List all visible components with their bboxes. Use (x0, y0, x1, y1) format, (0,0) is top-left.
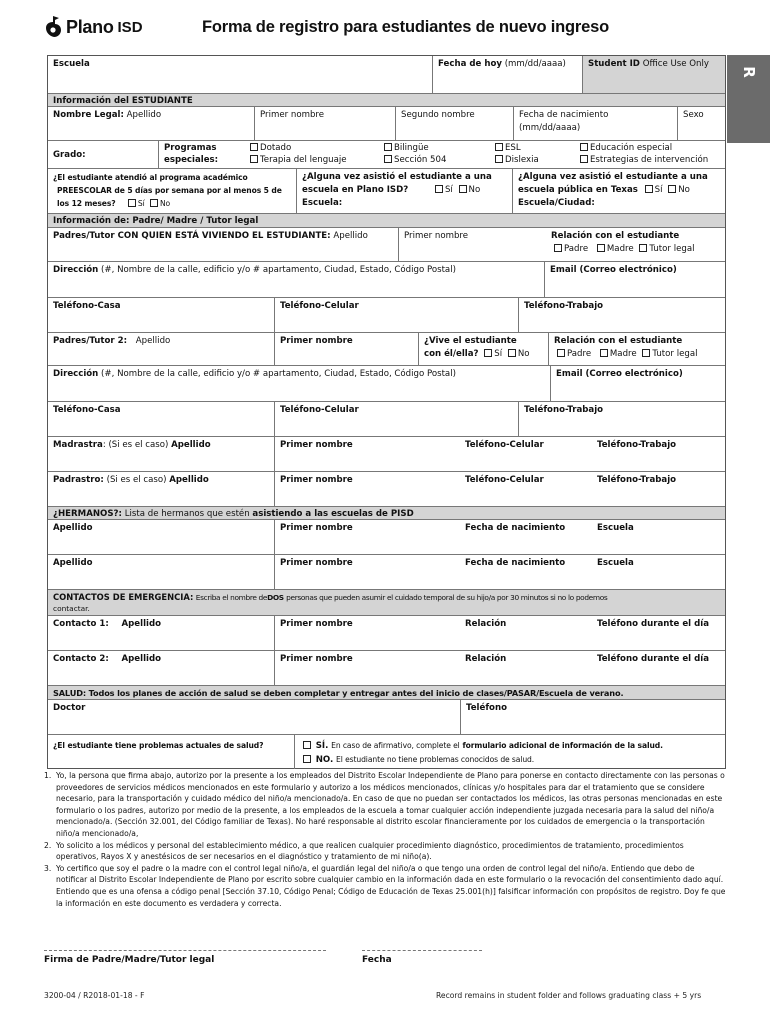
prog-dislexia[interactable] (492, 154, 539, 166)
parent1-direccion-field[interactable] (48, 262, 544, 297)
padrastro-tel-celular-field[interactable] (460, 472, 592, 506)
grado-programas-row (48, 141, 725, 169)
emergency-section-title (48, 590, 725, 615)
dotado-label: Dotado (260, 143, 292, 153)
parent1-email-field[interactable] (544, 262, 725, 297)
sibling2-fecha-nac-field[interactable] (460, 555, 592, 589)
parent2-padre-label: Padre (567, 349, 592, 359)
grado-label: Grado: (53, 150, 86, 160)
parent2-relacion-field (548, 333, 725, 365)
q-plano-line1: ¿Alguna vez asistió el estudiante a una (302, 172, 492, 182)
pre-no-label: No (159, 199, 171, 208)
parent2-apellido-field[interactable] (48, 333, 274, 365)
plano-isd-field (296, 169, 512, 213)
madrastra-tel-celular-label: Teléfono-Celular (465, 440, 544, 450)
programas-label: Programas (164, 143, 217, 153)
date-line[interactable] (362, 950, 482, 951)
contact2-primer-nombre-field[interactable] (274, 651, 460, 685)
emergency-title-c: personas que pueden asumir el cuidado temporal de su hijo/a por 30 minutos si no lo podemos (286, 593, 608, 602)
pre-si-checkbox[interactable] (128, 199, 136, 207)
health-no-checkbox[interactable] (303, 755, 311, 763)
terapia-label: Terapia del lenguaje (260, 155, 347, 165)
contact2-apellido-field[interactable] (48, 651, 274, 685)
seccion-504-label: Sección 504 (394, 155, 447, 165)
parent1-relacion-field (546, 228, 725, 261)
primer-nombre-field[interactable] (254, 107, 395, 140)
estrategias-checkbox[interactable] (580, 155, 588, 163)
registration-form (47, 55, 726, 769)
especiales-label: especiales: (164, 155, 219, 165)
parent2-direccion-label: Dirección (53, 369, 99, 379)
parent1-direccion-hint: (#, Nombre de la calle, edificio y/o # apartamento, Ciudad, Estado, Código Postal) (101, 265, 456, 275)
parent1-relacion-label: Relación con el estudiante (551, 231, 680, 241)
legal-item-1-number: 1. (44, 771, 52, 780)
plano-no-checkbox[interactable] (459, 185, 467, 193)
q-pre-line1: ¿El estudiante atendió al programa académico (53, 173, 248, 182)
siblings-title-a: ¿HERMANOS?: (53, 509, 122, 519)
parent1-phones-row (48, 298, 725, 333)
vive-si-label: Sí (494, 349, 503, 359)
health-section-header (48, 686, 725, 700)
parent1-tel-celular-field[interactable] (274, 298, 518, 332)
parent2-email-label: Email (Correo electrónico) (556, 369, 683, 379)
emergency-title-a: CONTACTOS DE EMERGENCIA: (53, 592, 194, 602)
sibling2-escuela-field[interactable] (592, 555, 725, 589)
legal-statements (44, 770, 728, 909)
contact2-relacion-label: Relación (465, 654, 507, 664)
parent1-tel-casa-label: Teléfono-Casa (53, 301, 121, 311)
educ-especial-label: Educación especial (590, 143, 673, 153)
parent1-apellido-label: Apellido (333, 231, 368, 241)
legal-item-3-text: Yo certifico que soy el padre o la madre con el control legal niño/a, el guardián legal del niño/a o que tengo una orden de control legal del niño/a. Entiendo que debo de notificar al Distrito Escolar Independiente de Plano por escrito sobre cualquier cambio en la información dada en este formulario o la revocación del consentimiento dado aquí. Entiendo que es una ofensa a código penal [Sección 37.10, Código Penal; Código de Educación de Texas 25.001(h)] falsificar información con propósitos de registro. Doy fe que la información en este documento es verdadera y correcta. (56, 863, 726, 908)
parent2-relacion-label: Relación con el estudiante (554, 336, 683, 346)
sibling1-fecha-nac-field[interactable] (460, 520, 592, 554)
school-row (48, 56, 725, 94)
parent2-apellido-label: Apellido (135, 336, 171, 346)
grado-field[interactable] (48, 141, 158, 168)
health-no-label: NO. (315, 755, 334, 765)
vive-line1: ¿Vive el estudiante (424, 336, 517, 346)
parent1-tutor-checkbox[interactable] (639, 244, 647, 252)
contact1-label: Contacto 1: (53, 619, 109, 629)
parent1-direccion-label: Dirección (53, 265, 99, 275)
madrastra-tel-trabajo-label: Teléfono-Trabajo (597, 440, 677, 450)
apellido-field[interactable] (48, 107, 254, 140)
doctor-label: Doctor (53, 703, 86, 713)
contact2-primer-nombre-label: Primer nombre (280, 654, 353, 664)
parent2-label: Padres/Tutor 2: (53, 336, 128, 346)
parent1-padre-checkbox[interactable] (554, 244, 562, 252)
prog-terapia[interactable] (247, 154, 347, 166)
parent2-tel-celular-label: Teléfono-Celular (280, 405, 359, 415)
contact2-telefono-field[interactable] (592, 651, 725, 685)
siblings-section-header (48, 507, 725, 520)
apellido-label: Apellido (126, 110, 162, 120)
health-question-label: ¿El estudiante tiene problemas actuales de salud? (53, 741, 264, 750)
parent1-primer-nombre-label: Primer nombre (404, 231, 469, 241)
padrastro-tel-celular-label: Teléfono-Celular (465, 475, 544, 485)
vive-si-checkbox[interactable] (484, 349, 492, 357)
parent-section-title: Información de: Padre/ Madre / Tutor legal (53, 216, 259, 226)
parent1-tel-trabajo-label: Teléfono-Trabajo (524, 301, 604, 311)
q-plano-line2: escuela en Plano ISD? (302, 185, 409, 195)
siblings-title-c: asistiendo a las escuelas de PISD (252, 509, 414, 519)
doctor-telefono-label: Teléfono (466, 703, 507, 713)
signature-label: Firma de Padre/Madre/Tutor legal (44, 955, 215, 965)
parent1-primer-nombre-field[interactable] (398, 228, 546, 261)
segundo-nombre-label: Segundo nombre (401, 110, 475, 120)
side-tab-letter: R (739, 66, 758, 78)
estrategias-label: Estrategias de intervención (590, 155, 709, 165)
q-tx-line1: ¿Alguna vez asistió el estudiante a una (518, 172, 708, 182)
vive-line2: con él/ella? (424, 349, 479, 359)
prog-504[interactable] (381, 154, 446, 166)
tx-escuela-label: Escuela/Ciudad: (518, 198, 595, 208)
fecha-nac-label: Fecha de nacimiento (519, 110, 609, 120)
contact1-telefono-label: Teléfono durante el día (597, 619, 709, 629)
parent2-tel-celular-field[interactable] (274, 402, 518, 436)
health-question-field (48, 735, 294, 769)
student-section-title: Información del ESTUDIANTE (53, 96, 193, 106)
vive-no-label: No (517, 349, 530, 359)
q-pre-line3: los 12 meses? (57, 199, 116, 208)
contact1-apellido-field[interactable] (48, 616, 274, 650)
prog-educ-especial[interactable] (577, 142, 672, 154)
escuela-field[interactable] (48, 56, 432, 93)
parent1-address-row (48, 262, 725, 298)
parent2-address-row (48, 366, 725, 402)
sibling1-primer-nombre-field[interactable] (274, 520, 460, 554)
madrastra-tel-trabajo-field[interactable] (592, 437, 725, 471)
parent1-madre-label: Madre (606, 244, 634, 254)
emergency-title-dos: DOS (267, 593, 284, 602)
parent2-tel-casa-label: Teléfono-Casa (53, 405, 121, 415)
parent2-tel-casa-field[interactable] (48, 402, 274, 436)
contact2-row (48, 651, 725, 686)
health-si-checkbox[interactable] (303, 741, 311, 749)
q-tx-line2: escuela pública en Texas (518, 185, 638, 195)
terapia-checkbox[interactable] (250, 155, 258, 163)
sibling1-apellido-field[interactable] (48, 520, 274, 554)
pre-no-checkbox[interactable] (150, 199, 158, 207)
health-si-label: SÍ. (315, 741, 329, 751)
footer-note: Record remains in student folder and follows graduating class + 5 yrs (436, 991, 702, 1000)
siblings-title-b: Lista de hermanos que estén (124, 509, 250, 519)
fecha-hoy-field[interactable] (432, 56, 582, 93)
contact1-primer-nombre-field[interactable] (274, 616, 460, 650)
tx-si-label: Sí (654, 185, 663, 195)
plano-escuela-label: Escuela: (302, 198, 343, 208)
padrastro-primer-nombre-field[interactable] (274, 472, 460, 506)
date-label: Fecha (362, 955, 392, 965)
sexo-field[interactable] (677, 107, 725, 140)
fecha-nacimiento-field[interactable] (513, 107, 677, 140)
contact1-row (48, 616, 725, 651)
sibling2-apellido-field[interactable] (48, 555, 274, 589)
sibling2-apellido-label: Apellido (53, 558, 93, 568)
sibling2-primer-nombre-label: Primer nombre (280, 558, 353, 568)
fecha-hoy-format: (mm/dd/aaaa) (504, 59, 566, 69)
prog-bilingue[interactable] (381, 142, 429, 154)
sibling1-primer-nombre-label: Primer nombre (280, 523, 353, 533)
prog-estrategias[interactable] (577, 154, 708, 166)
student-id-label: Student ID (588, 59, 640, 69)
tx-no-label: No (678, 185, 690, 195)
sibling-row-1 (48, 520, 725, 555)
madrastra-row (48, 437, 725, 472)
sibling1-escuela-label: Escuela (597, 523, 634, 533)
sibling-row-2 (48, 555, 725, 590)
health-no-text: El estudiante no tiene problemas conocidos de salud. (336, 755, 535, 764)
plano-logo-icon (44, 16, 62, 38)
dotado-checkbox[interactable] (250, 143, 258, 151)
parent1-tel-trabajo-field[interactable] (518, 298, 725, 332)
prog-esl[interactable] (492, 142, 521, 154)
health-question-row (48, 735, 725, 769)
parent2-vive-field (418, 333, 548, 365)
padrastro-si-caso: (Si es el caso) (106, 475, 167, 485)
student-section-header (48, 94, 725, 107)
plano-si-checkbox[interactable] (435, 185, 443, 193)
legal-item-2-text: Yo solicito a los médicos y personal del establecimiento médico, a que realicen cualquier procedimiento diagnóstico, procedimientos de tratamiento, procedimientos operativos, Rayos X y anestésicos de ser necesarios en el diagnóstico y tratamiento de mi niño(a). (56, 840, 684, 862)
parent2-primer-nombre-label: Primer nombre (280, 336, 353, 346)
madrastra-apellido-label: Apellido (171, 440, 211, 450)
contact1-telefono-field[interactable] (592, 616, 725, 650)
contact2-relacion-field[interactable] (460, 651, 592, 685)
parent1-apellido-field[interactable] (48, 228, 398, 261)
madrastra-tel-celular-field[interactable] (460, 437, 592, 471)
health-si-bold: formulario adicional de información de la salud. (462, 741, 663, 750)
parent2-tutor-checkbox[interactable] (642, 349, 650, 357)
plano-no-label: No (468, 185, 481, 195)
sibling1-apellido-label: Apellido (53, 523, 93, 533)
parent2-padre-checkbox[interactable] (557, 349, 565, 357)
health-section-title: SALUD: Todos los planes de acción de salud se deben completar y entregar antes del inicio de clases/PASAR/Escuela de verano. (53, 688, 624, 698)
doctor-row (48, 700, 725, 735)
legal-item-1-text: Yo, la persona que firma abajo, autorizo por la presente a los empleados del Distrito Escolar Independiente de Plano para ponerse en contacto directamente con las personas o proveedores de servicios médicos mencionados en este formulario y autorizo a los médicos mencionados, clínicas y/o hospitales para dar el tratamiento que se considere necesario, para la transportación y cuidado médico del niño/a mencionado/a. En caso de que no puedan ser contactados los médicos, las otras personas mencionadas en este formulario o los padres, autorizo por medio de la presente, a los empleados de la escuela a tomar cualquier acción independiente juzgada necesaria para la salud del niño/a mencionado/a. (Sección 32.001, del Código familiar de Texas). No haré responsable al distrito escolar financieramente por los cuidados de emergencia o la transportación niño/a mencionado/a, (56, 771, 725, 838)
form-header (44, 14, 734, 48)
fecha-hoy-label: Fecha de hoy (438, 59, 502, 69)
programas-field (158, 141, 725, 168)
parent1-tel-casa-field[interactable] (48, 298, 274, 332)
contact2-label: Contacto 2: (53, 654, 109, 664)
contact1-relacion-field[interactable] (460, 616, 592, 650)
prog-dotado[interactable] (247, 142, 291, 154)
dislexia-checkbox[interactable] (495, 155, 503, 163)
parent1-tel-celular-label: Teléfono-Celular (280, 301, 359, 311)
parent1-tutor-label: Tutor legal (649, 244, 695, 254)
padrastro-apellido-label: Apellido (169, 475, 209, 485)
madrastra-primer-nombre-field[interactable] (274, 437, 460, 471)
parent1-email-label: Email (Correo electrónico) (550, 265, 677, 275)
page-title: Forma de registro para estudiantes de nuevo ingreso (202, 18, 609, 36)
contact1-apellido-label: Apellido (121, 619, 162, 629)
madrastra-label: Madrastra (53, 440, 103, 450)
sibling2-escuela-label: Escuela (597, 558, 634, 568)
parent2-tel-trabajo-label: Teléfono-Trabajo (524, 405, 604, 415)
legal-item-3 (44, 863, 728, 909)
doctor-telefono-field[interactable] (460, 700, 725, 734)
health-answer-field (294, 735, 725, 769)
legal-item-2-number: 2. (44, 840, 52, 850)
emergency-title-b: Escriba el nombre de (195, 593, 268, 602)
parent2-tutor-label: Tutor legal (652, 349, 698, 359)
dislexia-label: Dislexia (505, 155, 539, 165)
parent2-name-row (48, 333, 725, 366)
sibling1-fecha-nac-label: Fecha de nacimiento (465, 523, 566, 533)
signature-line[interactable] (44, 950, 326, 951)
tx-si-checkbox[interactable] (645, 185, 653, 193)
student-name-row (48, 107, 725, 141)
parent2-tel-trabajo-field[interactable] (518, 402, 725, 436)
form-code: 3200-04 / R2018-01-18 - F (44, 991, 145, 1000)
logo-isd: ISD (117, 18, 143, 36)
primer-nombre-label: Primer nombre (260, 110, 325, 120)
parent1-padre-label: Padre (564, 244, 589, 254)
educ-especial-checkbox[interactable] (580, 143, 588, 151)
padrastro-primer-nombre-label: Primer nombre (280, 475, 353, 485)
logo-name: Plano (66, 16, 114, 37)
esl-label: ESL (505, 143, 521, 153)
esl-checkbox[interactable] (495, 143, 503, 151)
padrastro-label: Padrastro: (53, 475, 104, 485)
vive-no-checkbox[interactable] (508, 349, 516, 357)
madrastra-si-caso: (Si es el caso) (108, 440, 169, 450)
legal-item-3-number: 3. (44, 863, 52, 873)
texas-school-field (512, 169, 725, 213)
legal-item-2 (44, 840, 728, 863)
doctor-field[interactable] (48, 700, 460, 734)
sibling1-escuela-field[interactable] (592, 520, 725, 554)
q-pre-line2: PREESCOLAR de 5 días por semana por al menos 5 de (57, 186, 282, 195)
padrastro-apellido-field[interactable] (48, 472, 274, 506)
sexo-label: Sexo (683, 110, 704, 120)
health-si-text: En caso de afirmativo, complete el (331, 741, 460, 750)
legal-item-1 (44, 770, 728, 840)
emergency-title-d: contactar. (53, 604, 90, 613)
escuela-label: Escuela (53, 59, 90, 69)
contact1-primer-nombre-label: Primer nombre (280, 619, 353, 629)
sibling2-fecha-nac-label: Fecha de nacimiento (465, 558, 566, 568)
parent2-phones-row (48, 402, 725, 437)
student-id-note: Office Use Only (642, 59, 709, 69)
siblings-section-title (48, 507, 725, 521)
nombre-legal-label: Nombre Legal: (53, 110, 124, 120)
bilingue-label: Bilingüe (394, 143, 429, 153)
tx-no-checkbox[interactable] (668, 185, 676, 193)
contact1-relacion-label: Relación (465, 619, 507, 629)
padrastro-row (48, 472, 725, 507)
madrastra-primer-nombre-label: Primer nombre (280, 440, 353, 450)
parent1-madre-checkbox[interactable] (597, 244, 605, 252)
padrastro-tel-trabajo-field[interactable] (592, 472, 725, 506)
plano-isd-logo (44, 16, 143, 38)
parent2-direccion-hint: (#, Nombre de la calle, edificio y/o # apartamento, Ciudad, Estado, Código Postal) (101, 369, 456, 379)
madrastra-apellido-field[interactable]: Madrastra: (Si es el caso) Apellido (53, 440, 211, 450)
pre-si-label: Sí (137, 199, 145, 208)
plano-si-label: Sí (444, 185, 453, 195)
preescolar-field (48, 169, 296, 213)
emergency-section-header (48, 590, 725, 616)
parent1-name-row (48, 228, 725, 262)
parent2-madre-label: Madre (609, 349, 637, 359)
parent2-email-field[interactable] (550, 366, 725, 401)
parent2-primer-nombre-field[interactable] (274, 333, 418, 365)
contact2-telefono-label: Teléfono durante el día (597, 654, 709, 664)
side-tab (727, 55, 770, 143)
contact2-apellido-label: Apellido (121, 654, 162, 664)
student-id-field (582, 56, 725, 93)
fecha-nac-format: (mm/dd/aaaa) (519, 123, 581, 133)
segundo-nombre-field[interactable] (395, 107, 513, 140)
prior-school-row (48, 169, 725, 214)
padrastro-tel-trabajo-label: Teléfono-Trabajo (597, 475, 677, 485)
seccion-504-checkbox[interactable] (384, 155, 392, 163)
parent-section-header (48, 214, 725, 228)
bilingue-checkbox[interactable] (384, 143, 392, 151)
padres-tutor-label: Padres/Tutor CON QUIEN ESTÁ VIVIENDO EL ESTUDIANTE: (53, 231, 331, 241)
parent2-madre-checkbox[interactable] (600, 349, 608, 357)
parent2-direccion-field[interactable] (48, 366, 550, 401)
sibling2-primer-nombre-field[interactable] (274, 555, 460, 589)
